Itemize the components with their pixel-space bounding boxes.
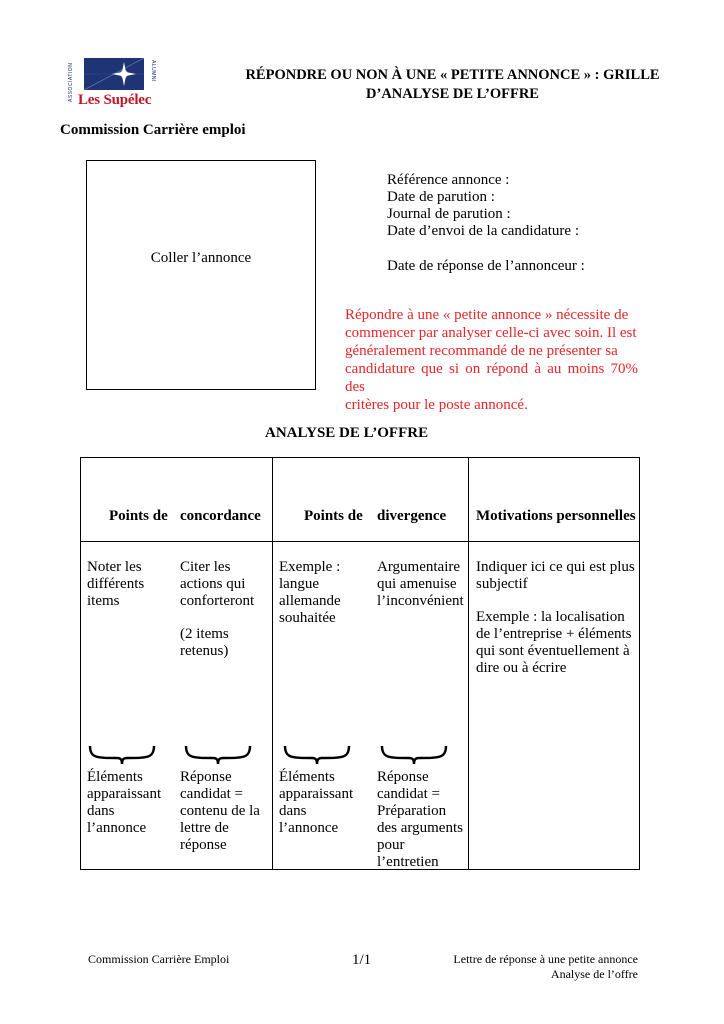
paste-ad-label: Coller l’annonce: [150, 250, 252, 266]
response-date-field: Date de réponse de l’annonceur :: [387, 258, 585, 274]
logo-association-text: ASSOCIATION: [68, 62, 74, 102]
cell-divergence-argument: Argumentaire qui amenuise l’inconvénient: [377, 559, 464, 609]
header-motivations: Motivations personnelles: [476, 508, 636, 524]
association-logo: [60, 52, 168, 114]
header-concordance-a: Points de: [109, 508, 168, 524]
paste-ad-box: [86, 160, 316, 390]
commission-name: Commission Carrière emploi: [60, 122, 246, 138]
footer-left: Commission Carrière Emploi: [88, 952, 230, 966]
cell-divergence-example: Exemple : langue allemande souhaitée: [279, 559, 341, 626]
advice-note: [345, 306, 638, 414]
cell-concordance-actions: Citer les actions qui conforteront (2 items retenus): [180, 559, 255, 659]
analysis-heading: ANALYSE DE L’OFFRE: [265, 425, 429, 441]
cell-ad-elements-divergence: Éléments apparaissant dans l’annonce: [279, 769, 354, 836]
curly-brace-icon: [379, 744, 449, 766]
logo-alumni-text: ALUMNI: [150, 60, 156, 82]
footer-right: Lettre de réponse à une petite annonce Analyse de l’offre: [453, 952, 638, 981]
curly-brace-icon: [282, 744, 352, 766]
table-column-divider: [468, 457, 469, 870]
journal-field: Journal de parution :: [387, 206, 511, 222]
logo-brand: Les Supélec: [78, 92, 152, 108]
advice-line: candidature que si on répond à au moins 70% des: [345, 361, 638, 395]
table-header-separator: [80, 541, 640, 542]
cell-concordance-items: Noter les différents items: [87, 559, 145, 609]
advice-line: Répondre à une « petite annonce » nécessite de: [345, 307, 629, 323]
page-title-line1: RÉPONDRE OU NON À UNE « PETITE ANNONCE » : GRILLE: [245, 67, 660, 83]
page-title-line2: D’ANALYSE DE L’OFFRE: [366, 86, 539, 102]
cell-interview-preparation: Réponse candidat = Préparation des arguments pour l’entretien: [377, 769, 463, 870]
send-date-field: Date d’envoi de la candidature :: [387, 223, 579, 239]
advice-line: commencer par analyser celle-ci avec soin. Il est: [345, 325, 637, 341]
analysis-table: [80, 457, 640, 870]
advice-line: critères pour le poste annoncé.: [345, 397, 528, 413]
table-border-right: [639, 457, 640, 870]
header-concordance-b: concordance: [180, 508, 261, 524]
curly-brace-icon: [183, 744, 253, 766]
page-number: 1/1: [352, 952, 372, 968]
advice-line: généralement recommandé de ne présenter sa: [345, 343, 618, 359]
curly-brace-icon: [87, 744, 157, 766]
header-divergence-b: divergence: [377, 508, 447, 524]
reference-field: Référence annonce :: [387, 172, 510, 188]
cell-ad-elements: Éléments apparaissant dans l’annonce: [87, 769, 162, 836]
star-icon: [84, 58, 144, 90]
page-title: [235, 66, 670, 104]
table-border-bottom: [80, 869, 640, 870]
table-border-top: [80, 457, 640, 458]
cell-motivations: Indiquer ici ce qui est plus subjectif Exemple : la localisation de l’entreprise + éléments qui sont éventuellement à dire ou à écrire: [476, 559, 635, 676]
publication-date-field: Date de parution :: [387, 189, 495, 205]
header-divergence-a: Points de: [304, 508, 363, 524]
table-column-divider: [272, 457, 273, 870]
table-border-left: [80, 457, 81, 870]
cell-letter-response: Réponse candidat = contenu de la lettre de réponse: [180, 769, 260, 853]
